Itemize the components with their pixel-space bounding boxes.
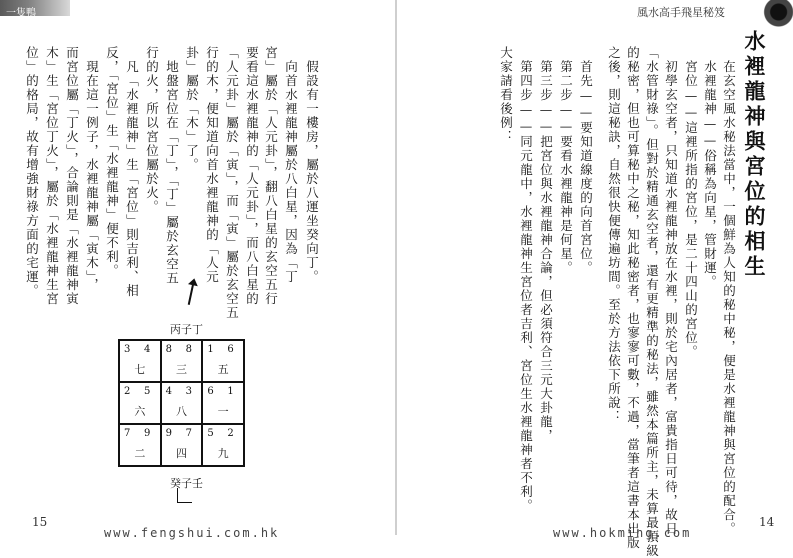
left-text-column-15: 位」的格局，故有增強財祿方面的宅運。 bbox=[24, 46, 40, 298]
page-title: 水裡龍神與宮位的相生 bbox=[742, 30, 767, 280]
footer-url-right: www.hokming.com bbox=[553, 526, 692, 540]
right-text-column-4: 初學玄空者，只知道水裡龍神放在水裡，則於宅內居者，富貴指日可待，故日 bbox=[663, 60, 679, 536]
right-text-column-5: 「水管財祿」。但對於精通玄空者，還有更精準的秘法，雖然本篇所主，未算最頂級 bbox=[644, 46, 660, 558]
chart-cell: 4 3 八 bbox=[161, 382, 203, 424]
right-text-column-10: 第三步——把宮位與水裡龍神合論，但必須符合三元大卦龍， bbox=[538, 60, 554, 443]
right-text-column-2: 水裡龍神——俗稱為向星，管財運。 bbox=[702, 60, 718, 289]
left-text-column-10: 凡「水裡龍神」生「宮位」則吉利、相 bbox=[124, 60, 140, 298]
page-number-right: 14 bbox=[759, 515, 775, 529]
left-text-column-13: 而宮位屬「丁火」，合論則是「水裡龍神寅 bbox=[64, 46, 80, 306]
page-number-left: 15 bbox=[32, 515, 48, 529]
chart-cell: 1 6 五 bbox=[202, 340, 244, 382]
left-text-column-14: 木」生「宮位丁火」，屬於「水裡龍神生宮 bbox=[44, 46, 60, 306]
right-text-column-3: 宮位——這裡所指的宮位，是二十四山的宮位。 bbox=[683, 60, 699, 359]
chart-cell: 6 1 一 bbox=[202, 382, 244, 424]
right-text-column-9: 第二步——要看水裡龍神是何星。 bbox=[558, 60, 574, 275]
left-text-column-4: 要看這水裡龍神的「人元卦」，而八白星的 bbox=[244, 46, 260, 306]
chart-cell: 8 8 三 bbox=[161, 340, 203, 382]
header-left-text: 一隻鴨 bbox=[6, 8, 36, 19]
chart-facing-label: 丙子丁 bbox=[170, 323, 203, 336]
chart-cell: 3 4 七 bbox=[119, 340, 161, 382]
left-text-column-1: 假設有一樓房，屬於八運坐癸向丁。 bbox=[304, 60, 320, 284]
chart-cell: 7 9 二 bbox=[119, 424, 161, 466]
left-text-column-11: 反，「宮位」生「水裡龍神」便不利。 bbox=[104, 46, 120, 278]
left-text-column-5: 「人元卦」屬於「寅」，而「寅」屬於玄空五 bbox=[224, 46, 240, 320]
right-page bbox=[397, 0, 793, 558]
left-text-column-2: 向首水裡龍神屬於八白星，因為「丁 bbox=[283, 60, 299, 284]
chart-cell: 2 5 六 bbox=[119, 382, 161, 424]
left-text-column-8: 地盤宮位在「丁」，「丁」屬於玄空五 bbox=[164, 60, 180, 286]
right-text-column-8: 首先——要知道線度的向首宮位。 bbox=[578, 60, 594, 275]
header-right-text: 風水高手飛星秘笈 bbox=[637, 6, 725, 19]
footer-url-left: www.fengshui.com.hk bbox=[104, 526, 280, 540]
left-text-column-7: 卦」屬於「木」了。 bbox=[184, 46, 200, 172]
left-text-column-6: 行的木，便知道向首水裡龍神的「人元 bbox=[204, 46, 220, 284]
right-text-column-11: 第四步——同元龍中，水裡龍神生宮位者吉利、宮位生水裡龍神者不利。 bbox=[518, 60, 534, 513]
corner-arrow-icon bbox=[177, 488, 192, 503]
right-text-column-12: 大家請看後例： bbox=[498, 46, 514, 144]
arrow-up-icon bbox=[188, 283, 195, 305]
flying-star-chart bbox=[118, 339, 245, 467]
right-text-column-1: 在玄空風水秘法當中，一個鮮為人知的秘中秘，便是水裡龍神與宮位的配合。 bbox=[721, 60, 737, 536]
chart-cell: 5 2 九 bbox=[202, 424, 244, 466]
left-page bbox=[0, 0, 396, 540]
left-text-column-12: 現在這一例子，水裡龍神屬「寅木」， bbox=[84, 60, 100, 292]
header-decoration-right bbox=[745, 0, 793, 30]
left-text-column-3: 宮」屬於「人元卦」，翻八白星的玄空五行 bbox=[263, 46, 279, 306]
right-text-column-7: 之後，則這秘訣，自然很快便傳遍坊間。至於方法依下所說： bbox=[606, 46, 622, 424]
right-text-column-6: 的秘密，但也可算秘中之秘，知此秘密者，也寥寥可數，不過，當筆者這書本出版 bbox=[625, 46, 641, 550]
left-text-column-9: 行的火，所以宮位屬於火。 bbox=[144, 46, 160, 214]
chart-sitting-label: 癸子壬 bbox=[170, 477, 203, 490]
chart-cell: 9 7 四 bbox=[161, 424, 203, 466]
